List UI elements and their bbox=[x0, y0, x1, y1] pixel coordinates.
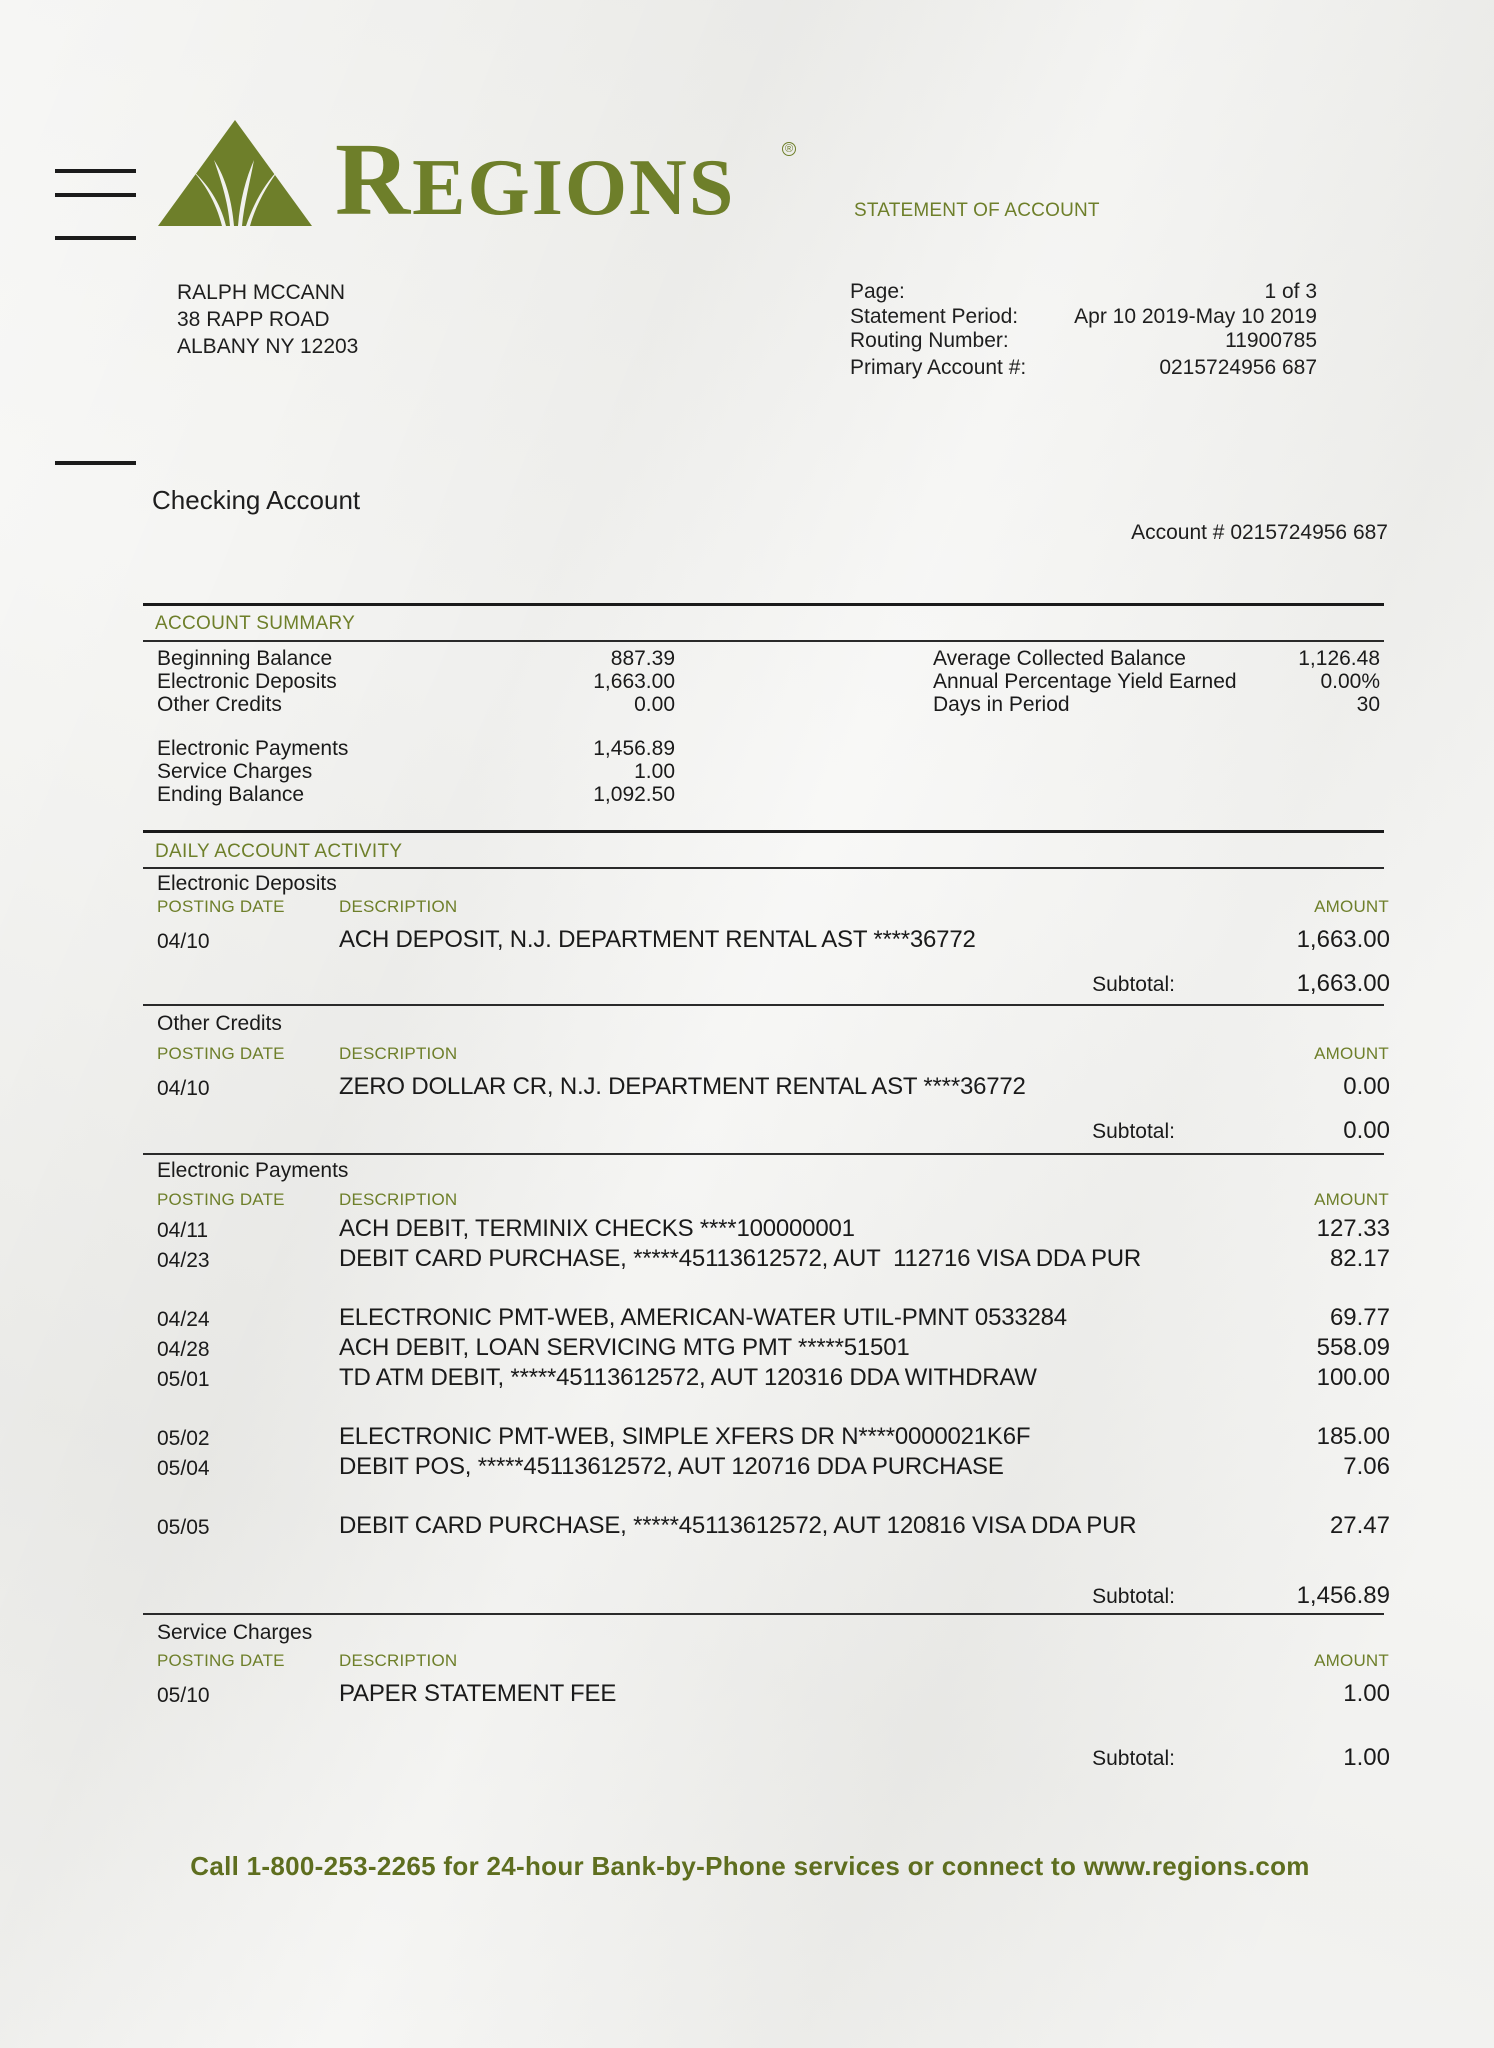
summary-row bbox=[157, 737, 675, 760]
transaction-row bbox=[157, 1423, 1390, 1453]
txn-description: ACH DEPOSIT, N.J. DEPARTMENT RENTAL AST ****36772 bbox=[339, 926, 976, 953]
txn-date: 04/11 bbox=[157, 1219, 208, 1242]
txn-description: ELECTRONIC PMT-WEB, SIMPLE XFERS DR N****0000021K6F bbox=[339, 1423, 1031, 1450]
customer-city: ALBANY NY 12203 bbox=[177, 335, 359, 358]
txn-amount: 1,663.00 bbox=[1296, 926, 1390, 953]
account-number: Account # 0215724956 687 bbox=[1131, 521, 1388, 544]
document-title: STATEMENT OF ACCOUNT bbox=[854, 200, 1100, 221]
col-head-amount: AMOUNT bbox=[1314, 1190, 1389, 1209]
meta-label: Routing Number: bbox=[850, 329, 1009, 352]
txn-amount: 185.00 bbox=[1316, 1423, 1390, 1450]
footer-contact: Call 1-800-253-2265 for 24-hour Bank-by-Phone services or connect to www.regions.com bbox=[190, 1851, 1310, 1881]
group-title-other-credits: Other Credits bbox=[157, 1012, 282, 1035]
summary-row bbox=[157, 670, 675, 693]
col-head-description: DESCRIPTION bbox=[339, 1651, 458, 1670]
summary-left bbox=[157, 647, 675, 806]
txn-description: TD ATM DEBIT, *****45113612572, AUT 120316 DDA WITHDRAW bbox=[339, 1364, 1037, 1391]
fold-mark bbox=[55, 169, 136, 173]
summary-label: Electronic Deposits bbox=[157, 670, 337, 693]
summary-row bbox=[933, 693, 1380, 716]
summary-row bbox=[157, 760, 675, 783]
txn-date: 04/28 bbox=[157, 1338, 210, 1361]
transaction-row bbox=[157, 1680, 1390, 1710]
summary-label: Annual Percentage Yield Earned bbox=[933, 670, 1237, 693]
subtotal-label: Subtotal: bbox=[1092, 1747, 1175, 1770]
meta-label: Primary Account #: bbox=[850, 355, 1027, 379]
txn-amount: 0.00 bbox=[1343, 1073, 1390, 1100]
txn-date: 04/23 bbox=[157, 1249, 210, 1272]
subtotal-row bbox=[157, 1744, 1390, 1774]
transaction-row bbox=[157, 1215, 1390, 1245]
group-title-electronic-deposits: Electronic Deposits bbox=[157, 872, 337, 895]
brand-wordmark bbox=[335, 122, 736, 237]
col-head-amount: AMOUNT bbox=[1314, 1044, 1389, 1063]
summary-label: Other Credits bbox=[157, 693, 282, 716]
txn-date: 04/10 bbox=[157, 930, 210, 953]
divider bbox=[143, 603, 1384, 606]
txn-amount: 127.33 bbox=[1316, 1215, 1390, 1242]
txn-description: DEBIT CARD PURCHASE, *****45113612572, AUT 112716 VISA DDA PUR bbox=[339, 1245, 1142, 1272]
summary-value: 1,456.89 bbox=[593, 737, 675, 760]
subtotal-label: Subtotal: bbox=[1092, 973, 1175, 996]
meta-label: Page: bbox=[850, 280, 905, 303]
txn-description: ACH DEBIT, TERMINIX CHECKS ****100000001 bbox=[339, 1215, 855, 1242]
summary-row bbox=[157, 693, 675, 716]
fold-mark bbox=[55, 193, 136, 197]
customer-name: RALPH MCCANN bbox=[177, 281, 346, 304]
meta-value: 1 of 3 bbox=[1264, 280, 1317, 303]
divider bbox=[143, 1004, 1384, 1006]
daily-activity-heading: DAILY ACCOUNT ACTIVITY bbox=[155, 841, 403, 862]
summary-label: Electronic Payments bbox=[157, 737, 349, 760]
summary-value: 0.00 bbox=[634, 693, 675, 716]
txn-date: 05/02 bbox=[157, 1427, 210, 1450]
transaction-row bbox=[157, 1073, 1390, 1103]
brand-name: REGIONS bbox=[335, 122, 736, 237]
col-head-date: POSTING DATE bbox=[157, 1044, 285, 1063]
summary-value: 1,126.48 bbox=[1298, 647, 1380, 670]
txn-date: 05/10 bbox=[157, 1684, 210, 1707]
summary-value: 1,092.50 bbox=[593, 783, 675, 806]
subtotal-value: 1,456.89 bbox=[1296, 1582, 1390, 1609]
subtotal-row bbox=[157, 1582, 1390, 1612]
txn-description: PAPER STATEMENT FEE bbox=[339, 1680, 617, 1707]
transaction-row bbox=[157, 1364, 1390, 1394]
summary-row bbox=[933, 647, 1380, 670]
subtotal-value: 1.00 bbox=[1343, 1744, 1390, 1771]
summary-label: Service Charges bbox=[157, 760, 313, 783]
transaction-row bbox=[157, 1245, 1390, 1275]
statement-meta bbox=[850, 280, 1317, 380]
subtotal-row bbox=[157, 1117, 1390, 1147]
meta-row-account bbox=[850, 356, 1317, 381]
meta-row-routing bbox=[850, 329, 1317, 354]
txn-description: ELECTRONIC PMT-WEB, AMERICAN-WATER UTIL-PMNT 0533284 bbox=[339, 1304, 1067, 1331]
fold-mark bbox=[55, 461, 136, 465]
col-head-date: POSTING DATE bbox=[157, 1190, 285, 1209]
group-title-electronic-payments: Electronic Payments bbox=[157, 1159, 349, 1182]
subtotal-value: 0.00 bbox=[1343, 1117, 1390, 1144]
txn-date: 05/05 bbox=[157, 1516, 210, 1539]
txn-description: ACH DEBIT, LOAN SERVICING MTG PMT *****51501 bbox=[339, 1334, 910, 1361]
txn-amount: 100.00 bbox=[1316, 1364, 1390, 1391]
txn-description: DEBIT CARD PURCHASE, *****45113612572, AUT 120816 VISA DDA PUR bbox=[339, 1512, 1137, 1539]
meta-value: Apr 10 2019-May 10 2019 bbox=[1074, 304, 1317, 328]
col-head-description: DESCRIPTION bbox=[339, 1044, 458, 1063]
summary-value: 887.39 bbox=[610, 647, 675, 670]
txn-date: 05/04 bbox=[157, 1457, 210, 1480]
txn-date: 04/24 bbox=[157, 1308, 210, 1331]
col-head-date: POSTING DATE bbox=[157, 1651, 285, 1670]
txn-date: 04/10 bbox=[157, 1077, 210, 1100]
transaction-row bbox=[157, 1512, 1390, 1542]
subtotal-label: Subtotal: bbox=[1092, 1585, 1175, 1608]
meta-row-period bbox=[850, 305, 1317, 330]
registered-mark: ® bbox=[782, 142, 796, 156]
transaction-row bbox=[157, 1304, 1390, 1334]
summary-value: 0.00% bbox=[1320, 670, 1380, 693]
summary-label: Beginning Balance bbox=[157, 647, 333, 670]
meta-value: 0215724956 687 bbox=[1159, 355, 1317, 379]
divider bbox=[143, 867, 1384, 869]
subtotal-value: 1,663.00 bbox=[1296, 970, 1390, 997]
divider bbox=[143, 640, 1384, 642]
txn-date: 05/01 bbox=[157, 1368, 210, 1391]
divider bbox=[143, 830, 1384, 833]
customer-street: 38 RAPP ROAD bbox=[177, 308, 330, 331]
txn-amount: 27.47 bbox=[1329, 1512, 1390, 1539]
summary-value: 1.00 bbox=[634, 760, 675, 783]
subtotal-label: Subtotal: bbox=[1092, 1120, 1175, 1143]
txn-description: ZERO DOLLAR CR, N.J. DEPARTMENT RENTAL AST ****36772 bbox=[339, 1073, 1026, 1100]
txn-description: DEBIT POS, *****45113612572, AUT 120716 DDA PURCHASE bbox=[339, 1453, 1004, 1480]
txn-amount: 82.17 bbox=[1329, 1245, 1390, 1272]
summary-row bbox=[933, 670, 1380, 693]
summary-right bbox=[933, 647, 1380, 716]
summary-label: Average Collected Balance bbox=[933, 647, 1186, 670]
summary-row bbox=[157, 783, 675, 806]
summary-label: Days in Period bbox=[933, 693, 1070, 716]
col-head-description: DESCRIPTION bbox=[339, 897, 458, 916]
divider bbox=[143, 1153, 1384, 1155]
summary-value: 30 bbox=[1356, 693, 1380, 716]
txn-amount: 7.06 bbox=[1343, 1453, 1390, 1480]
divider bbox=[143, 1613, 1384, 1615]
account-type-heading: Checking Account bbox=[152, 485, 361, 515]
group-title-service-charges: Service Charges bbox=[157, 1621, 313, 1644]
summary-row bbox=[157, 647, 675, 670]
col-head-description: DESCRIPTION bbox=[339, 1190, 458, 1209]
account-summary-heading: ACCOUNT SUMMARY bbox=[155, 613, 356, 634]
txn-amount: 1.00 bbox=[1343, 1680, 1390, 1707]
col-head-amount: AMOUNT bbox=[1314, 1651, 1389, 1670]
regions-triangle-logo-icon bbox=[158, 120, 312, 226]
meta-row-page bbox=[850, 280, 1317, 305]
transaction-row bbox=[157, 1453, 1390, 1483]
col-head-date: POSTING DATE bbox=[157, 897, 285, 916]
txn-amount: 558.09 bbox=[1316, 1334, 1390, 1361]
subtotal-row bbox=[157, 970, 1390, 1000]
col-head-amount: AMOUNT bbox=[1314, 897, 1389, 916]
summary-value: 1,663.00 bbox=[593, 670, 675, 693]
summary-label: Ending Balance bbox=[157, 783, 305, 806]
customer-address bbox=[177, 279, 358, 360]
fold-mark bbox=[55, 236, 136, 240]
transaction-row bbox=[157, 926, 1390, 956]
transaction-row bbox=[157, 1334, 1390, 1364]
meta-label: Statement Period: bbox=[850, 304, 1019, 328]
txn-amount: 69.77 bbox=[1329, 1304, 1390, 1331]
meta-value: 11900785 bbox=[1225, 329, 1317, 352]
